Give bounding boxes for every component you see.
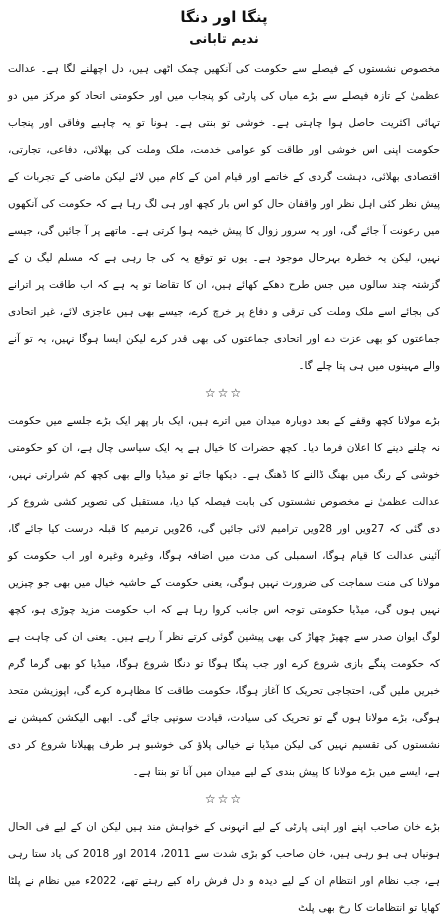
author-byline: ندیم تابانی xyxy=(189,32,259,47)
section-separator: ☆☆☆ xyxy=(204,386,244,400)
article-paragraph: بڑے مولانا کچھ وقفے کے بعد دوبارہ میدان میں اترے ہیں، ایک بار پھر ایک بڑے جلسے میں حکومت نہ چلنے دینے کا اعلان فرما دیا۔ کچھ حضرات کا خیال ہے یہ ایک سیاسی چال ہے، ان کو حکومتی خوشی کے رنگ میں بھنگ ڈالنے کا ڈھنگ ہے۔ دیکھا جائے تو میڈیا والے بھی کچھ کم شرارتی نہیں، عدالت عظمیٰ نے مخصوص نشستوں کی بابت فیصلہ کیا دیا، مستقبل کی تصویر کشی شروع کر دی گئی کہ 27ویں اور 28ویں ترامیم لائی جائیں گی، 26ویں ترمیم کا قبلہ درست کیا جائے گا، آئینی عدالت کا قیام ہوگا، اسمبلی کی مدت میں اضافہ ہوگا، وغیرہ وغیرہ اور اب حکومت کو مولانا کی منت سماجت کی ضرورت نہیں ہوگی، یعنی حکومت کے حاشیہ خیال میں بھی جو چیزیں نہیں ہوں گی، میڈیا حکومتی توجہ اس جانب کروا رہا ہے کہ اب حکومت مزید چوڑی ہو، کچھ لوگ ایوان صدر سے چھیڑ چھاڑ کی بھی پیشین گوئی کرتے نظر آ رہے ہیں۔ یعنی ان کی چاہت ہے کہ حکومت پنگے بازی شروع کرے اور جب پنگا ہوگا تو دنگا شروع ہوگا، میڈیا کو بھی گرما گرم خبریں ملیں گی، احتجاجی تحریک کا آغاز ہوگا، حکومت طاقت کا مظاہرہ کرے گی، اپوزیشن متحد ہوگی، بڑے مولانا ہوں گے تو تحریک کی سیادت، قیادت سونپی جائے گی۔ ابھی الیکشن کمیشن نے نشستوں کی تقسیم نہیں کی لیکن میڈیا نے خیالی پلاؤ کی خوشبو ہر طرف پھیلانا شروع کر دی ہے، ایسے میں بڑے مولانا کا پیش بندی کے لیے میدان میں آنا تو بنتا ہے۔ xyxy=(8,415,440,778)
article-paragraph: مخصوص نشستوں کے فیصلے سے حکومت کی آنکھیں چمک اٹھی ہیں، دل اچھلنے لگا ہے۔ عدالت عظمیٰ کے تازہ فیصلے سے بڑے میاں کی پارٹی کو پنجاب میں اور حکومتی اتحاد کو مرکز میں دو تہائی اکثریت حاصل ہوا چاہتی ہے۔ خوشی تو بنتی ہے۔ ہونا تو یہ چاہیے وفاقی اور پنجاب حکومت اپنی اس خوشی اور طاقت کو عوامی خدمت، ملک وملت کی بھلائی، دفاعی، تجارتی، اقتصادی بھلائی، دہشت گردی کے خاتمے اور قیام امن کے کام میں لائے لیکن ماضی کے تجربات کے پیش نظر کئی اہل نظر اور واقفان حال کو اس بار کچھ اور ہی لگ رہا ہے کہ حکومت کی آنکھوں میں رعونت آ جائے گی، اور یہ سرور زوال کا پیش خیمہ ہوا کرتی ہے۔ ماتھے پر آ جائیں گی، جیسے نہیں، لیکن یہ خطرہ بہرحال موجود ہے۔ یوں تو توقع یہ کی جا رہی ہے کہ مسلم لیگ ن کے گزشتہ چند سالوں میں جس طرح دھکے کھائے ہیں، ان کا تقاضا تو یہ ہے کہ اب طاقت پر اترانے کی بجائے اسے ملک وملت کی ترقی و دفاع پر خرچ کرے، جیسے بھی ہیں عاجزی لائے، غیر اتحادی جماعتوں کو بھی عزت دے اور اتحادی جماعتوں کی بھی قدر کرے لیکن ایسا ہوگا نہیں، یہ تو آنے والے مہینوں میں ہی پتا چلے گا۔ xyxy=(8,63,440,372)
article-paragraph: بڑے خان صاحب اپنے اور اپنی پارٹی کے لیے انہونی کے خواہش مند ہیں لیکن ان کے لیے فی الحال ہونیاں ہی ہو رہی ہیں، خان صاحب کو بڑی شدت سے 2011، 2014 اور 2018 کی یاد ستا رہی ہے، جب نظام اور انتظام ان کے لیے دیدہ و دل فرش راہ کیے رہتے تھے، 2022ء میں نظام نے پلٹا کھایا تو انتظامات کا رخ بھی پلٹ xyxy=(8,821,440,914)
section-separator: ☆☆☆ xyxy=(204,792,244,806)
article-title: پنگا اور دنگا xyxy=(180,8,268,26)
